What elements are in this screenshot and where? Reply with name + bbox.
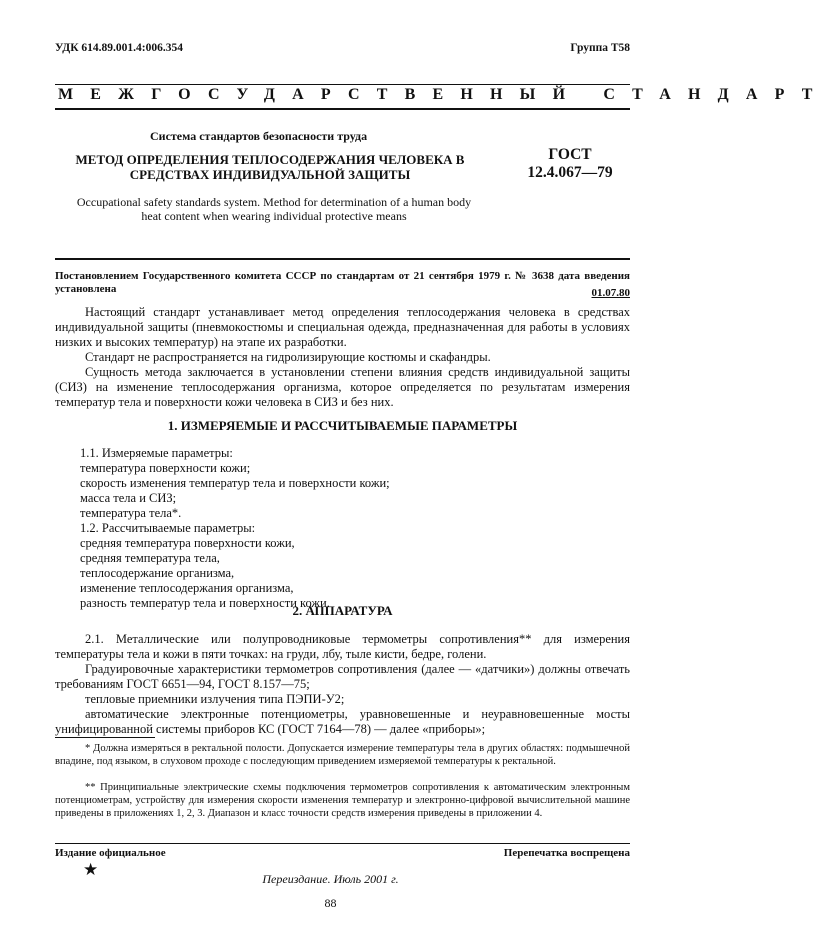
list-item: 1.2. Рассчитываемые параметры: bbox=[80, 521, 256, 535]
banner-interstate-standard: МЕЖГОСУДАРСТВЕННЫЙ СТАНДАРТ bbox=[58, 86, 830, 103]
gost-number: 12.4.067—79 bbox=[527, 164, 613, 181]
list-item: 1.1. Измеряемые параметры: bbox=[80, 446, 233, 460]
list-item: изменение теплосодержания организма, bbox=[80, 581, 294, 595]
gost-label: ГОСТ bbox=[548, 146, 592, 163]
banner-top-rule bbox=[55, 84, 630, 85]
page-number: 88 bbox=[324, 896, 337, 910]
title-separator-rule bbox=[55, 258, 630, 260]
list-item: теплосодержание организма, bbox=[80, 566, 235, 580]
intro-paragraph-essence: Сущность метода заключается в установлении степени влияния средств индивидуальной защиты (СИЗ) на изменение теплосодержания организма, которое определяется по результатам измерения температур тела и поверхности кожи человека в СИЗ и без них. bbox=[55, 365, 630, 409]
section-2-paragraph-thermometers: 2.1. Металлические или полупроводниковые термометры сопротивления** для измерения температуры тела и кожи в пяти точках: на груди, лбу, тыле кисти, бедре, голени. bbox=[55, 632, 630, 661]
main-title-line2: СРЕДСТВАХ ИНДИВИДУАЛЬНОЙ ЗАЩИТЫ bbox=[129, 167, 411, 182]
list-item: скорость изменения температур тела и поверхности кожи; bbox=[80, 476, 390, 490]
section-2-paragraph-potentiometers: автоматические электронные потенциометры, уравновешенные и неуравновешенные мосты унифицированной системы приборов КС (ГОСТ 7164—78) — далее «приборы»; bbox=[55, 707, 630, 736]
main-title-line1: МЕТОД ОПРЕДЕЛЕНИЯ ТЕПЛОСОДЕРЖАНИЯ ЧЕЛОВЕКА В bbox=[75, 152, 465, 167]
list-item: температура поверхности кожи; bbox=[80, 461, 251, 475]
section-2-paragraph-calibration: Градуировочные характеристики термометров сопротивления (далее — «датчики») должны отвечать требованиям ГОСТ 6651—94, ГОСТ 8.157—75; bbox=[55, 662, 630, 691]
list-item: средняя температура тела, bbox=[80, 551, 220, 565]
section-2-paragraph-receivers: тепловые приемники излучения типа ПЭПИ-У2; bbox=[85, 692, 345, 706]
decree-text: Постановлением Государственного комитета СССР по стандартам от 21 сентября 1979 г. № 3638 дата введения установлена bbox=[55, 270, 630, 295]
english-title-line2: heat content when wearing individual protective means bbox=[141, 209, 407, 223]
list-item: разность температур тела и поверхности кожи. bbox=[80, 596, 330, 610]
official-edition: Издание официальное bbox=[55, 847, 166, 859]
group-code: Группа Т58 bbox=[570, 42, 630, 54]
intro-paragraph-exclusion: Стандарт не распространяется на гидролизирующие костюмы и скафандры. bbox=[85, 350, 491, 364]
intro-paragraph-scope: Настоящий стандарт устанавливает метод определения теплосодержания человека в средствах индивидуальной защиты (пневмокостюмы и специальная одежда, предназначенная для работы в условиях низких и высоких температур) на этапе их разработки. bbox=[55, 305, 630, 349]
list-item: температура тела*. bbox=[80, 506, 182, 520]
section-1-heading: 1. ИЗМЕРЯЕМЫЕ И РАССЧИТЫВАЕМЫЕ ПАРАМЕТРЫ bbox=[167, 418, 518, 433]
list-item: масса тела и СИЗ; bbox=[80, 491, 177, 505]
udk-code: УДК 614.89.001.4:006.354 bbox=[55, 42, 183, 54]
footnote-2: ** Принципиальные электрические схемы подключения термометров сопротивления к автоматическим электронным потенциометрам, устройству для измерения скорости изменения температур и электронно-цифровой вычислительной машине приведены в приложениях 1, 2, 3. Диапазон и класс точности средств измерения приведены в приложении 4. bbox=[55, 782, 630, 819]
footer-rule bbox=[55, 843, 630, 844]
gost-block bbox=[520, 146, 620, 182]
reprint-prohibited: Перепечатка воспрещена bbox=[503, 847, 630, 859]
standards-system-title: Система стандартов безопасности труда bbox=[150, 129, 368, 143]
reissue-note: Переиздание. Июль 2001 г. bbox=[262, 872, 399, 886]
english-title-line1: Occupational safety standards system. Method for determination of a human body bbox=[76, 195, 472, 209]
footnote-separator bbox=[55, 737, 155, 738]
introduction-date: 01.07.80 bbox=[591, 287, 630, 299]
document-main-title bbox=[70, 152, 470, 182]
banner-bottom-rule bbox=[55, 108, 630, 110]
list-item: средняя температура поверхности кожи, bbox=[80, 536, 295, 550]
english-title bbox=[64, 195, 484, 223]
star-icon: ★ bbox=[83, 860, 99, 880]
footnote-1: * Должна измеряться в ректальной полости. Допускается измерение температуры тела в других областях: подмышечной впадине, под языком, в слуховом проходе с последующим приведением измеряемой температуры к ректальной. bbox=[55, 743, 630, 767]
section-2-heading: 2. АППАРАТУРА bbox=[292, 603, 393, 618]
